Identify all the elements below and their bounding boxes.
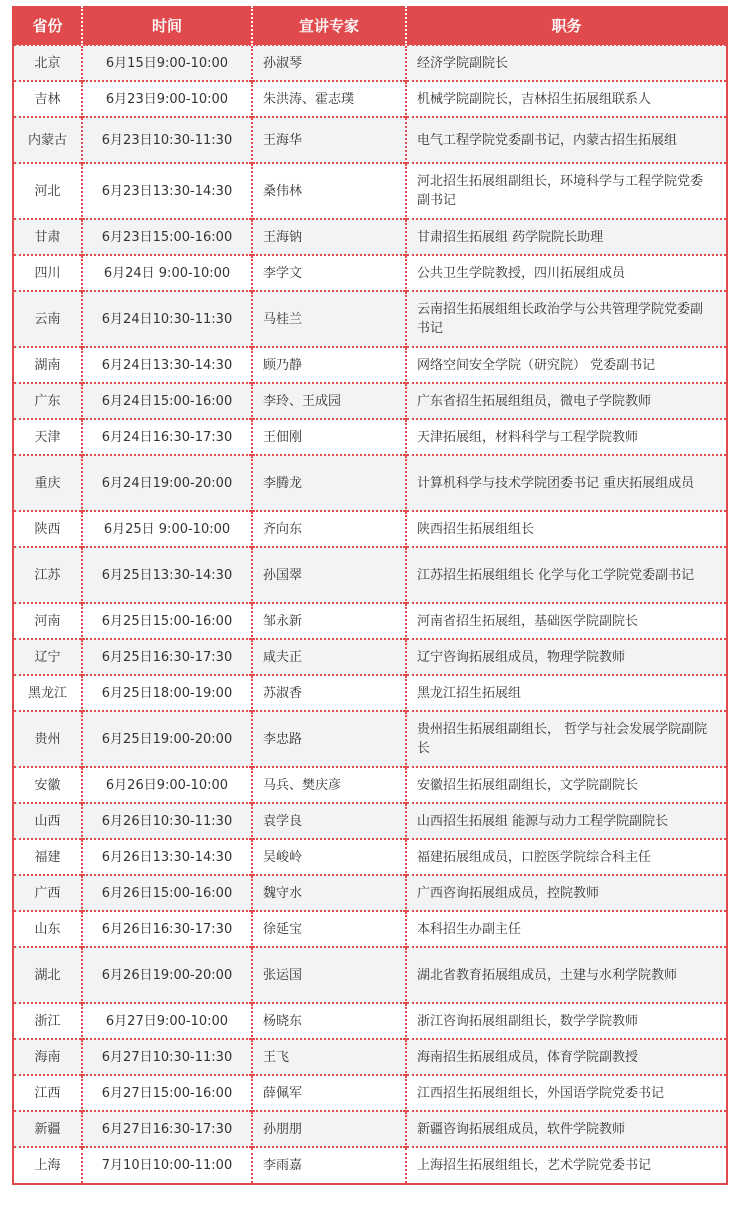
cell-expert: 李腾龙	[252, 455, 406, 511]
cell-expert: 王佃刚	[252, 419, 406, 455]
cell-time: 6月27日10:30-11:30	[82, 1039, 252, 1075]
cell-time: 6月26日19:00-20:00	[82, 947, 252, 1003]
table-row	[14, 1039, 726, 1075]
cell-time: 7月10日10:00-11:00	[82, 1147, 252, 1183]
cell-time: 6月26日16:30-17:30	[82, 911, 252, 947]
table-row	[14, 639, 726, 675]
cell-expert: 李玲、王成园	[252, 383, 406, 419]
cell-expert: 马桂兰	[252, 291, 406, 347]
table-row	[14, 455, 726, 511]
cell-role: 贵州招生拓展组副组长， 哲学与社会发展学院副院长	[406, 711, 726, 767]
cell-role: 公共卫生学院教授，四川拓展组成员	[406, 255, 726, 291]
cell-role: 新疆咨询拓展组成员，软件学院教师	[406, 1111, 726, 1147]
cell-role: 网络空间安全学院（研究院） 党委副书记	[406, 347, 726, 383]
cell-time: 6月26日10:30-11:30	[82, 803, 252, 839]
cell-time: 6月27日15:00-16:00	[82, 1075, 252, 1111]
table-row	[14, 839, 726, 875]
cell-role: 甘肃招生拓展组 药学院院长助理	[406, 219, 726, 255]
cell-role: 海南招生拓展组成员，体育学院副教授	[406, 1039, 726, 1075]
cell-expert: 李雨嘉	[252, 1147, 406, 1183]
cell-time: 6月27日9:00-10:00	[82, 1003, 252, 1039]
table-body	[14, 45, 726, 1183]
cell-province: 黑龙江	[14, 675, 82, 711]
cell-time: 6月24日 9:00-10:00	[82, 255, 252, 291]
table-row	[14, 45, 726, 81]
cell-expert: 杨晓东	[252, 1003, 406, 1039]
cell-expert: 孙淑琴	[252, 45, 406, 81]
cell-role: 福建拓展组成员，口腔医学院综合科主任	[406, 839, 726, 875]
table-row	[14, 419, 726, 455]
cell-province: 海南	[14, 1039, 82, 1075]
table-row	[14, 603, 726, 639]
cell-time: 6月15日9:00-10:00	[82, 45, 252, 81]
cell-province: 北京	[14, 45, 82, 81]
cell-time: 6月26日15:00-16:00	[82, 875, 252, 911]
table-row	[14, 875, 726, 911]
table-row	[14, 255, 726, 291]
cell-time: 6月26日9:00-10:00	[82, 767, 252, 803]
cell-expert: 王海钠	[252, 219, 406, 255]
table-row	[14, 1003, 726, 1039]
cell-time: 6月23日9:00-10:00	[82, 81, 252, 117]
header-expert: 宣讲专家	[252, 6, 406, 45]
cell-role: 广西咨询拓展组成员，控院教师	[406, 875, 726, 911]
cell-province: 天津	[14, 419, 82, 455]
cell-province: 河南	[14, 603, 82, 639]
cell-province: 江苏	[14, 547, 82, 603]
cell-province: 四川	[14, 255, 82, 291]
cell-role: 本科招生办副主任	[406, 911, 726, 947]
table-row	[14, 219, 726, 255]
cell-time: 6月24日13:30-14:30	[82, 347, 252, 383]
cell-role: 山西招生拓展组 能源与动力工程学院副院长	[406, 803, 726, 839]
cell-time: 6月23日15:00-16:00	[82, 219, 252, 255]
cell-province: 云南	[14, 291, 82, 347]
cell-time: 6月23日13:30-14:30	[82, 163, 252, 219]
cell-time: 6月24日15:00-16:00	[82, 383, 252, 419]
header-province: 省份	[14, 6, 82, 45]
table-row	[14, 675, 726, 711]
cell-expert: 邹永新	[252, 603, 406, 639]
cell-time: 6月24日19:00-20:00	[82, 455, 252, 511]
cell-role: 浙江咨询拓展组副组长，数学学院教师	[406, 1003, 726, 1039]
cell-time: 6月25日19:00-20:00	[82, 711, 252, 767]
cell-province: 辽宁	[14, 639, 82, 675]
cell-time: 6月24日10:30-11:30	[82, 291, 252, 347]
cell-province: 湖北	[14, 947, 82, 1003]
cell-province: 贵州	[14, 711, 82, 767]
cell-province: 江西	[14, 1075, 82, 1111]
cell-province: 河北	[14, 163, 82, 219]
table-row	[14, 163, 726, 219]
cell-province: 广西	[14, 875, 82, 911]
cell-time: 6月25日15:00-16:00	[82, 603, 252, 639]
cell-expert: 孙朋朋	[252, 1111, 406, 1147]
table-row	[14, 81, 726, 117]
cell-time: 6月25日18:00-19:00	[82, 675, 252, 711]
cell-expert: 桑伟林	[252, 163, 406, 219]
cell-province: 广东	[14, 383, 82, 419]
cell-province: 福建	[14, 839, 82, 875]
cell-time: 6月23日10:30-11:30	[82, 117, 252, 163]
cell-province: 浙江	[14, 1003, 82, 1039]
table-header-row	[14, 6, 726, 45]
cell-role: 机械学院副院长，吉林招生拓展组联系人	[406, 81, 726, 117]
cell-expert: 薛佩军	[252, 1075, 406, 1111]
cell-time: 6月24日16:30-17:30	[82, 419, 252, 455]
cell-province: 吉林	[14, 81, 82, 117]
cell-time: 6月26日13:30-14:30	[82, 839, 252, 875]
table-row	[14, 947, 726, 1003]
cell-province: 内蒙古	[14, 117, 82, 163]
cell-expert: 王海华	[252, 117, 406, 163]
table-row	[14, 117, 726, 163]
table-row	[14, 511, 726, 547]
cell-role: 电气工程学院党委副书记，内蒙古招生拓展组	[406, 117, 726, 163]
cell-province: 上海	[14, 1147, 82, 1183]
cell-expert: 苏淑香	[252, 675, 406, 711]
table-row	[14, 711, 726, 767]
table-row	[14, 1075, 726, 1111]
cell-role: 湖北省教育拓展组成员，土建与水利学院教师	[406, 947, 726, 1003]
cell-time: 6月25日16:30-17:30	[82, 639, 252, 675]
cell-time: 6月25日 9:00-10:00	[82, 511, 252, 547]
cell-province: 湖南	[14, 347, 82, 383]
cell-role: 河南省招生拓展组，基础医学院副院长	[406, 603, 726, 639]
cell-expert: 魏守水	[252, 875, 406, 911]
cell-expert: 袁学良	[252, 803, 406, 839]
cell-province: 新疆	[14, 1111, 82, 1147]
cell-role: 上海招生拓展组组长，艺术学院党委书记	[406, 1147, 726, 1183]
cell-province: 山西	[14, 803, 82, 839]
header-time: 时间	[82, 6, 252, 45]
cell-expert: 朱洪涛、霍志璞	[252, 81, 406, 117]
schedule-table-frame	[12, 6, 728, 1185]
cell-expert: 李学文	[252, 255, 406, 291]
cell-province: 重庆	[14, 455, 82, 511]
cell-role: 广东省招生拓展组组员，微电子学院教师	[406, 383, 726, 419]
cell-expert: 徐延宝	[252, 911, 406, 947]
cell-role: 辽宁咨询拓展组成员，物理学院教师	[406, 639, 726, 675]
cell-time: 6月27日16:30-17:30	[82, 1111, 252, 1147]
table-row	[14, 911, 726, 947]
cell-expert: 马兵、樊庆彦	[252, 767, 406, 803]
cell-expert: 张运国	[252, 947, 406, 1003]
cell-role: 天津拓展组，材料科学与工程学院教师	[406, 419, 726, 455]
cell-role: 经济学院副院长	[406, 45, 726, 81]
cell-province: 甘肃	[14, 219, 82, 255]
table-row	[14, 803, 726, 839]
cell-expert: 孙国翠	[252, 547, 406, 603]
cell-expert: 吴峻岭	[252, 839, 406, 875]
cell-expert: 李忠路	[252, 711, 406, 767]
cell-role: 黑龙江招生拓展组	[406, 675, 726, 711]
cell-expert: 王飞	[252, 1039, 406, 1075]
table-row	[14, 1111, 726, 1147]
cell-role: 计算机科学与技术学院团委书记 重庆拓展组成员	[406, 455, 726, 511]
cell-role: 江西招生拓展组组长，外国语学院党委书记	[406, 1075, 726, 1111]
cell-expert: 顾乃静	[252, 347, 406, 383]
cell-expert: 齐向东	[252, 511, 406, 547]
cell-role: 江苏招生拓展组组长 化学与化工学院党委副书记	[406, 547, 726, 603]
cell-role: 陕西招生拓展组组长	[406, 511, 726, 547]
cell-province: 陕西	[14, 511, 82, 547]
cell-time: 6月25日13:30-14:30	[82, 547, 252, 603]
schedule-table	[14, 6, 726, 1183]
table-row	[14, 383, 726, 419]
cell-role: 安徽招生拓展组副组长，文学院副院长	[406, 767, 726, 803]
table-row	[14, 767, 726, 803]
table-row	[14, 347, 726, 383]
cell-role: 河北招生拓展组副组长，环境科学与工程学院党委副书记	[406, 163, 726, 219]
cell-expert: 咸夫正	[252, 639, 406, 675]
table-row	[14, 1147, 726, 1183]
table-row	[14, 291, 726, 347]
cell-province: 安徽	[14, 767, 82, 803]
table-row	[14, 547, 726, 603]
cell-role: 云南招生拓展组组长政治学与公共管理学院党委副书记	[406, 291, 726, 347]
cell-province: 山东	[14, 911, 82, 947]
header-role: 职务	[406, 6, 726, 45]
